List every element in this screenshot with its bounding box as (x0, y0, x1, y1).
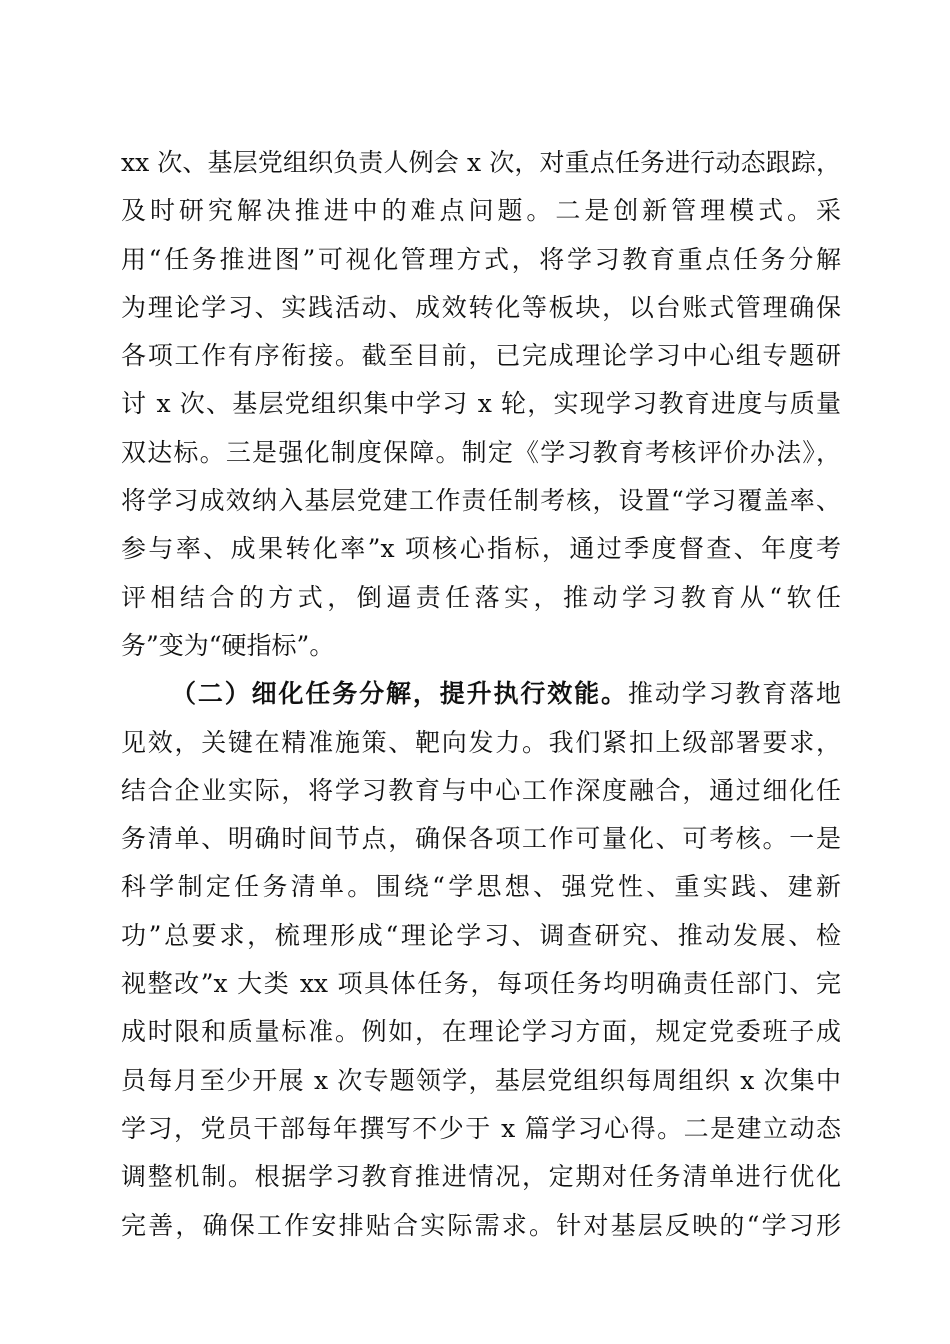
section-2-first-line-text: 推动学习教育落地 (627, 679, 841, 709)
text-line: xx 次、基层党组织负责人例会 x 次，对重点任务进行动态跟踪， (121, 148, 841, 177)
text-line: 学习，党员干部每年撰写不少于 x 篇学习心得。二是建立动态 (121, 1113, 841, 1143)
text-line: 将学习成效纳入基层党建工作责任制考核，设置“学习覆盖率、 (121, 486, 841, 516)
text-line: 员每月至少开展 x 次专题领学，基层党组织每周组织 x 次集中 (121, 1065, 841, 1095)
text-line: 调整机制。根据学习教育推进情况，定期对任务清单进行优化 (121, 1162, 841, 1192)
text-line: 讨 x 次、基层党组织集中学习 x 轮，实现学习教育进度与质量 (121, 389, 841, 419)
text-line: 功”总要求，梳理形成“理论学习、调查研究、推动发展、检 (121, 920, 841, 950)
text-line: 双达标。三是强化制度保障。制定《学习教育考核评价办法》， (121, 437, 841, 467)
section-2-first-line (121, 670, 841, 718)
text-line: 成时限和质量标准。例如，在理论学习方面，规定党委班子成 (121, 1017, 841, 1047)
text-line: 务”变为“硬指标”。 (121, 630, 335, 660)
text-line: 完善，确保工作安排贴合实际需求。针对基层反映的“学习形 (121, 1210, 841, 1240)
text-line: 各项工作有序衔接。截至目前，已完成理论学习中心组专题研 (121, 341, 841, 371)
text-line: 科学制定任务清单。围绕“学思想、强党性、重实践、建新 (121, 872, 841, 902)
section-2-heading: （二）细化任务分解，提升执行效能。 (171, 679, 628, 709)
text-line: 为理论学习、实践活动、成效转化等板块，以台账式管理确保 (121, 292, 841, 322)
text-line: 见效，关键在精准施策、靶向发力。我们紧扣上级部署要求， (121, 727, 841, 757)
text-line: 务清单、明确时间节点，确保各项工作可量化、可考核。一是 (121, 824, 841, 854)
text-line: 参与率、成果转化率”x 项核心指标，通过季度督查、年度考 (121, 534, 841, 564)
body-text (121, 139, 841, 1250)
text-line: 评相结合的方式，倒逼责任落实，推动学习教育从“软任 (121, 582, 841, 612)
text-line: 视整改”x 大类 xx 项具体任务，每项任务均明确责任部门、完 (121, 969, 841, 999)
text-line: 用“任务推进图”可视化管理方式，将学习教育重点任务分解 (121, 244, 841, 274)
text-line: 及时研究解决推进中的难点问题。二是创新管理模式。采 (121, 196, 841, 226)
text-line: 结合企业实际，将学习教育与中心工作深度融合，通过细化任 (121, 775, 841, 805)
